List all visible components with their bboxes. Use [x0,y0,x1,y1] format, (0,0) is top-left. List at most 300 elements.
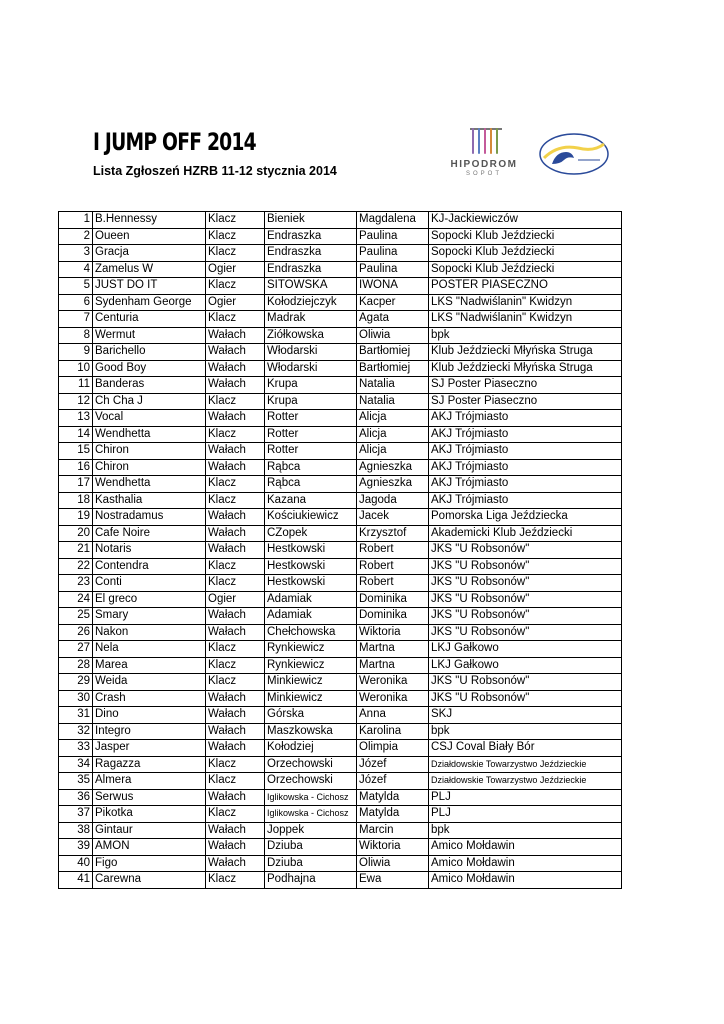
rider-first-name-cell: Kacper [357,294,429,311]
table-row [59,575,622,592]
rider-surname-cell: Górska [265,707,357,724]
rider-surname-cell: Włodarski [265,360,357,377]
rider-surname-cell: Endraszka [265,245,357,262]
club-name-cell: Amico Mołdawin [429,839,622,856]
rider-surname-cell: Maszkowska [265,723,357,740]
club-name-cell: JKS "U Robsonów" [429,542,622,559]
rider-surname-cell: Dziuba [265,839,357,856]
club-name-cell: Klub Jeździecki Młyńska Struga [429,360,622,377]
rider-surname-cell: Minkiewicz [265,690,357,707]
rider-first-name-cell: Robert [357,558,429,575]
horse-sex-cell: Wałach [206,410,265,427]
table-row [59,476,622,493]
rider-surname-cell: Kołodziej [265,740,357,757]
horse-sex-cell: Wałach [206,443,265,460]
rider-first-name-cell: Marcin [357,822,429,839]
entry-number-cell: 11 [59,377,93,394]
rider-surname-cell: Iglikowska - Cichosz [265,806,357,823]
table-row [59,657,622,674]
horse-sex-cell: Klacz [206,756,265,773]
horse-sex-cell: Ogier [206,591,265,608]
horse-name-cell: Ch Cha J [93,393,206,410]
entry-number-cell: 27 [59,641,93,658]
rider-surname-cell: Rotter [265,410,357,427]
club-name-cell: AKJ Trójmiasto [429,492,622,509]
rider-surname-cell: Hestkowski [265,575,357,592]
horse-name-cell: Barichello [93,344,206,361]
rider-first-name-cell: Alicja [357,410,429,427]
horse-name-cell: Wendhetta [93,426,206,443]
rider-first-name-cell: Jacek [357,509,429,526]
rider-surname-cell: Hestkowski [265,558,357,575]
horse-name-cell: Smary [93,608,206,625]
horse-sex-cell: Wałach [206,360,265,377]
rider-first-name-cell: Olimpia [357,740,429,757]
entry-number-cell: 5 [59,278,93,295]
horse-sex-cell: Wałach [206,377,265,394]
entry-number-cell: 9 [59,344,93,361]
horse-name-cell: Dino [93,707,206,724]
horse-sex-cell: Klacz [206,228,265,245]
horse-sex-cell: Klacz [206,476,265,493]
rider-first-name-cell: Natalia [357,377,429,394]
rider-first-name-cell: Weronika [357,674,429,691]
table-row [59,228,622,245]
entry-number-cell: 28 [59,657,93,674]
table-row [59,377,622,394]
table-row [59,459,622,476]
rider-first-name-cell: Matylda [357,789,429,806]
rider-surname-cell: Madrak [265,311,357,328]
rider-first-name-cell: Karolina [357,723,429,740]
table-row [59,723,622,740]
table-row [59,591,622,608]
entry-number-cell: 30 [59,690,93,707]
rider-first-name-cell: Wiktoria [357,839,429,856]
horse-name-cell: Weida [93,674,206,691]
horse-sex-cell: Klacz [206,558,265,575]
rider-surname-cell: Chełchowska [265,624,357,641]
horse-sex-cell: Wałach [206,822,265,839]
entries-table-body [59,212,622,889]
entry-number-cell: 3 [59,245,93,262]
horse-name-cell: Centuria [93,311,206,328]
rider-surname-cell: Orzechowski [265,756,357,773]
horse-sex-cell: Klacz [206,872,265,889]
entry-number-cell: 24 [59,591,93,608]
club-name-cell: Amico Mołdawin [429,872,622,889]
club-name-cell: LKJ Gałkowo [429,641,622,658]
table-row [59,608,622,625]
table-row [59,509,622,526]
table-row [59,558,622,575]
entry-number-cell: 13 [59,410,93,427]
entry-number-cell: 23 [59,575,93,592]
club-name-cell: Sopocki Klub Jeździecki [429,228,622,245]
table-row [59,872,622,889]
entry-number-cell: 17 [59,476,93,493]
horse-name-cell: AMON [93,839,206,856]
rider-first-name-cell: Robert [357,575,429,592]
horse-sex-cell: Wałach [206,707,265,724]
rider-first-name-cell: Paulina [357,228,429,245]
entry-number-cell: 6 [59,294,93,311]
rider-surname-cell: Krupa [265,393,357,410]
club-name-cell: bpk [429,822,622,839]
horse-sex-cell: Wałach [206,855,265,872]
horse-name-cell: Ragazza [93,756,206,773]
rider-first-name-cell: Ewa [357,872,429,889]
table-row [59,690,622,707]
horse-name-cell: Nela [93,641,206,658]
horse-name-cell: Zamelus W [93,261,206,278]
rider-surname-cell: Rotter [265,426,357,443]
rider-first-name-cell: Dominika [357,591,429,608]
club-name-cell: AKJ Trójmiasto [429,459,622,476]
horse-name-cell: Integro [93,723,206,740]
entry-number-cell: 1 [59,212,93,229]
table-row [59,294,622,311]
rider-first-name-cell: Wiktoria [357,624,429,641]
logo-bar [496,128,498,154]
club-name-cell: JKS "U Robsonów" [429,591,622,608]
table-row [59,245,622,262]
rider-first-name-cell: Agnieszka [357,459,429,476]
rider-surname-cell: Iglikowska - Cichosz [265,789,357,806]
horse-sex-cell: Klacz [206,806,265,823]
rider-first-name-cell: Anna [357,707,429,724]
horse-name-cell: Banderas [93,377,206,394]
table-row [59,789,622,806]
entry-number-cell: 31 [59,707,93,724]
logo-name: HIPODROM [450,159,518,170]
rider-first-name-cell: Martna [357,641,429,658]
club-name-cell: Amico Mołdawin [429,855,622,872]
horse-sex-cell: Wałach [206,624,265,641]
entry-number-cell: 33 [59,740,93,757]
horse-sex-cell: Wałach [206,839,265,856]
entry-number-cell: 34 [59,756,93,773]
horse-sex-cell: Klacz [206,674,265,691]
entry-number-cell: 10 [59,360,93,377]
rider-first-name-cell: Jagoda [357,492,429,509]
horse-name-cell: Kasthalia [93,492,206,509]
horse-name-cell: Contendra [93,558,206,575]
horse-name-cell: Sydenham George [93,294,206,311]
entry-number-cell: 8 [59,327,93,344]
table-row [59,492,622,509]
table-row [59,839,622,856]
rider-surname-cell: Włodarski [265,344,357,361]
table-row [59,212,622,229]
table-row [59,806,622,823]
club-name-cell: Sopocki Klub Jeździecki [429,261,622,278]
horse-sex-cell: Wałach [206,509,265,526]
club-name-cell: Działdowskie Towarzystwo Jeździeckie [429,756,622,773]
club-name-cell: JKS "U Robsonów" [429,558,622,575]
rider-surname-cell: Orzechowski [265,773,357,790]
entry-number-cell: 29 [59,674,93,691]
rider-surname-cell: Minkiewicz [265,674,357,691]
entry-number-cell: 15 [59,443,93,460]
table-row [59,542,622,559]
horse-sex-cell: Wałach [206,723,265,740]
horse-sex-cell: Wałach [206,344,265,361]
horse-name-cell: JUST DO IT [93,278,206,295]
logo-bar [478,128,480,154]
horse-name-cell: Conti [93,575,206,592]
horse-name-cell: Wendhetta [93,476,206,493]
entry-number-cell: 2 [59,228,93,245]
club-name-cell: AKJ Trójmiasto [429,410,622,427]
rider-surname-cell: Kołodziejczyk [265,294,357,311]
rider-surname-cell: Rotter [265,443,357,460]
table-row [59,360,622,377]
club-name-cell: Działdowskie Towarzystwo Jeździeckie [429,773,622,790]
horse-sex-cell: Klacz [206,657,265,674]
horse-sex-cell: Ogier [206,261,265,278]
page-subtitle: Lista Zgłoszeń HZRB 11-12 stycznia 2014 [93,164,337,178]
entry-number-cell: 39 [59,839,93,856]
hipodrom-sopot-logo [448,128,520,178]
rider-first-name-cell: Agnieszka [357,476,429,493]
entry-number-cell: 22 [59,558,93,575]
club-name-cell: SKJ [429,707,622,724]
entry-number-cell: 4 [59,261,93,278]
table-row [59,311,622,328]
club-name-cell: AKJ Trójmiasto [429,443,622,460]
horse-name-cell: Figo [93,855,206,872]
rider-first-name-cell: Oliwia [357,327,429,344]
horse-name-cell: Cafe Noire [93,525,206,542]
horse-sex-cell: Wałach [206,525,265,542]
club-name-cell: SJ Poster Piaseczno [429,393,622,410]
rider-first-name-cell: Józef [357,756,429,773]
rider-first-name-cell: Alicja [357,443,429,460]
club-name-cell: AKJ Trójmiasto [429,426,622,443]
entry-number-cell: 7 [59,311,93,328]
horse-name-cell: Gracja [93,245,206,262]
horse-head-icon [552,152,574,164]
horse-sex-cell: Klacz [206,278,265,295]
horse-name-cell: Wermut [93,327,206,344]
entry-number-cell: 12 [59,393,93,410]
entry-number-cell: 18 [59,492,93,509]
club-name-cell: Klub Jeździecki Młyńska Struga [429,344,622,361]
horse-sex-cell: Klacz [206,773,265,790]
club-name-cell: JKS "U Robsonów" [429,575,622,592]
horse-sex-cell: Wałach [206,740,265,757]
club-name-cell: bpk [429,723,622,740]
club-name-cell: AKJ Trójmiasto [429,476,622,493]
club-name-cell: SJ Poster Piaseczno [429,377,622,394]
horse-sex-cell: Wałach [206,608,265,625]
horse-sex-cell: Wałach [206,542,265,559]
horse-name-cell: Nakon [93,624,206,641]
table-row [59,278,622,295]
table-row [59,410,622,427]
horse-name-cell: Almera [93,773,206,790]
entry-number-cell: 32 [59,723,93,740]
rider-surname-cell: SITOWSKA [265,278,357,295]
horse-name-cell: Jasper [93,740,206,757]
table-row [59,525,622,542]
entry-number-cell: 19 [59,509,93,526]
club-name-cell: JKS "U Robsonów" [429,674,622,691]
table-row [59,327,622,344]
logo-gate-icon [472,128,500,156]
entry-number-cell: 25 [59,608,93,625]
table-row [59,707,622,724]
rider-first-name-cell: Alicja [357,426,429,443]
table-row [59,393,622,410]
logo-bar [472,128,474,154]
rider-surname-cell: Ziółkowska [265,327,357,344]
horse-name-cell: El greco [93,591,206,608]
rider-first-name-cell: Martna [357,657,429,674]
horse-name-cell: Chiron [93,443,206,460]
entry-number-cell: 38 [59,822,93,839]
horse-name-cell: Serwus [93,789,206,806]
horse-sex-cell: Klacz [206,212,265,229]
rider-surname-cell: Dziuba [265,855,357,872]
table-row [59,740,622,757]
horse-name-cell: B.Hennessy [93,212,206,229]
club-name-cell: LKS "Nadwiślanin" Kwidzyn [429,294,622,311]
rider-surname-cell: Bieniek [265,212,357,229]
table-row [59,674,622,691]
rider-first-name-cell: Weronika [357,690,429,707]
horse-name-cell: Crash [93,690,206,707]
club-name-cell: PLJ [429,806,622,823]
logo-city: SOPOT [465,171,502,177]
club-name-cell: JKS "U Robsonów" [429,608,622,625]
horse-name-cell: Carewna [93,872,206,889]
entry-number-cell: 37 [59,806,93,823]
entry-number-cell: 26 [59,624,93,641]
rider-first-name-cell: Agata [357,311,429,328]
rider-surname-cell: Adamiak [265,608,357,625]
horse-name-cell: Oueen [93,228,206,245]
horse-name-cell: Vocal [93,410,206,427]
table-row [59,641,622,658]
horse-name-cell: Chiron [93,459,206,476]
table-row [59,756,622,773]
table-row [59,822,622,839]
horse-sex-cell: Wałach [206,327,265,344]
club-name-cell: JKS "U Robsonów" [429,690,622,707]
entry-number-cell: 41 [59,872,93,889]
horse-sex-cell: Klacz [206,575,265,592]
horse-sex-cell: Wałach [206,789,265,806]
horse-sex-cell: Wałach [206,459,265,476]
horse-sex-cell: Klacz [206,426,265,443]
horse-name-cell: Nostradamus [93,509,206,526]
entry-number-cell: 40 [59,855,93,872]
logo-bar [490,128,492,154]
entry-number-cell: 21 [59,542,93,559]
table-row [59,261,622,278]
rider-surname-cell: Krupa [265,377,357,394]
page-title: I JUMP OFF 2014 [93,128,256,156]
table-row [59,855,622,872]
club-name-cell: LKJ Gałkowo [429,657,622,674]
rider-first-name-cell: Krzysztof [357,525,429,542]
entry-number-cell: 16 [59,459,93,476]
rider-surname-cell: Podhajna [265,872,357,889]
horse-sex-cell: Klacz [206,245,265,262]
rider-first-name-cell: Paulina [357,245,429,262]
club-name-cell: Pomorska Liga Jeździecka [429,509,622,526]
horse-sex-cell: Klacz [206,641,265,658]
rider-surname-cell: Rąbca [265,476,357,493]
table-row [59,773,622,790]
horse-name-cell: Marea [93,657,206,674]
rider-first-name-cell: Magdalena [357,212,429,229]
club-name-cell: CSJ Coval Biały Bór [429,740,622,757]
club-name-cell: LKS "Nadwiślanin" Kwidzyn [429,311,622,328]
rider-surname-cell: Rynkiewicz [265,641,357,658]
horse-sex-cell: Klacz [206,393,265,410]
logo-swoosh [544,144,604,158]
club-name-cell: KJ-Jackiewiczów [429,212,622,229]
horse-sex-cell: Klacz [206,311,265,328]
club-name-cell: POSTER PIASECZNO [429,278,622,295]
club-name-cell: Akademicki Klub Jeździecki [429,525,622,542]
rider-first-name-cell: Oliwia [357,855,429,872]
entries-table [58,211,622,889]
entry-number-cell: 14 [59,426,93,443]
rider-surname-cell: CZopek [265,525,357,542]
entry-number-cell: 36 [59,789,93,806]
rider-surname-cell: Endraszka [265,261,357,278]
rider-surname-cell: Endraszka [265,228,357,245]
horse-name-cell: Gintaur [93,822,206,839]
table-row [59,344,622,361]
rider-first-name-cell: Józef [357,773,429,790]
horse-name-cell: Pikotka [93,806,206,823]
table-row [59,426,622,443]
club-name-cell: Sopocki Klub Jeździecki [429,245,622,262]
horse-name-cell: Notaris [93,542,206,559]
rider-surname-cell: Joppek [265,822,357,839]
rider-surname-cell: Adamiak [265,591,357,608]
table-row [59,624,622,641]
rider-surname-cell: Hestkowski [265,542,357,559]
hzrb-horse-logo [538,130,610,178]
rider-first-name-cell: Paulina [357,261,429,278]
table-row [59,443,622,460]
horse-sex-cell: Klacz [206,492,265,509]
logo-bar [484,128,486,154]
rider-first-name-cell: Bartłomiej [357,360,429,377]
rider-first-name-cell: Bartłomiej [357,344,429,361]
entry-number-cell: 20 [59,525,93,542]
rider-first-name-cell: Robert [357,542,429,559]
horse-name-cell: Good Boy [93,360,206,377]
rider-first-name-cell: IWONA [357,278,429,295]
rider-first-name-cell: Matylda [357,806,429,823]
rider-surname-cell: Rąbca [265,459,357,476]
rider-first-name-cell: Dominika [357,608,429,625]
club-name-cell: bpk [429,327,622,344]
horse-sex-cell: Ogier [206,294,265,311]
club-name-cell: JKS "U Robsonów" [429,624,622,641]
rider-surname-cell: Kazana [265,492,357,509]
rider-surname-cell: Kościukiewicz [265,509,357,526]
horse-sex-cell: Wałach [206,690,265,707]
club-name-cell: PLJ [429,789,622,806]
